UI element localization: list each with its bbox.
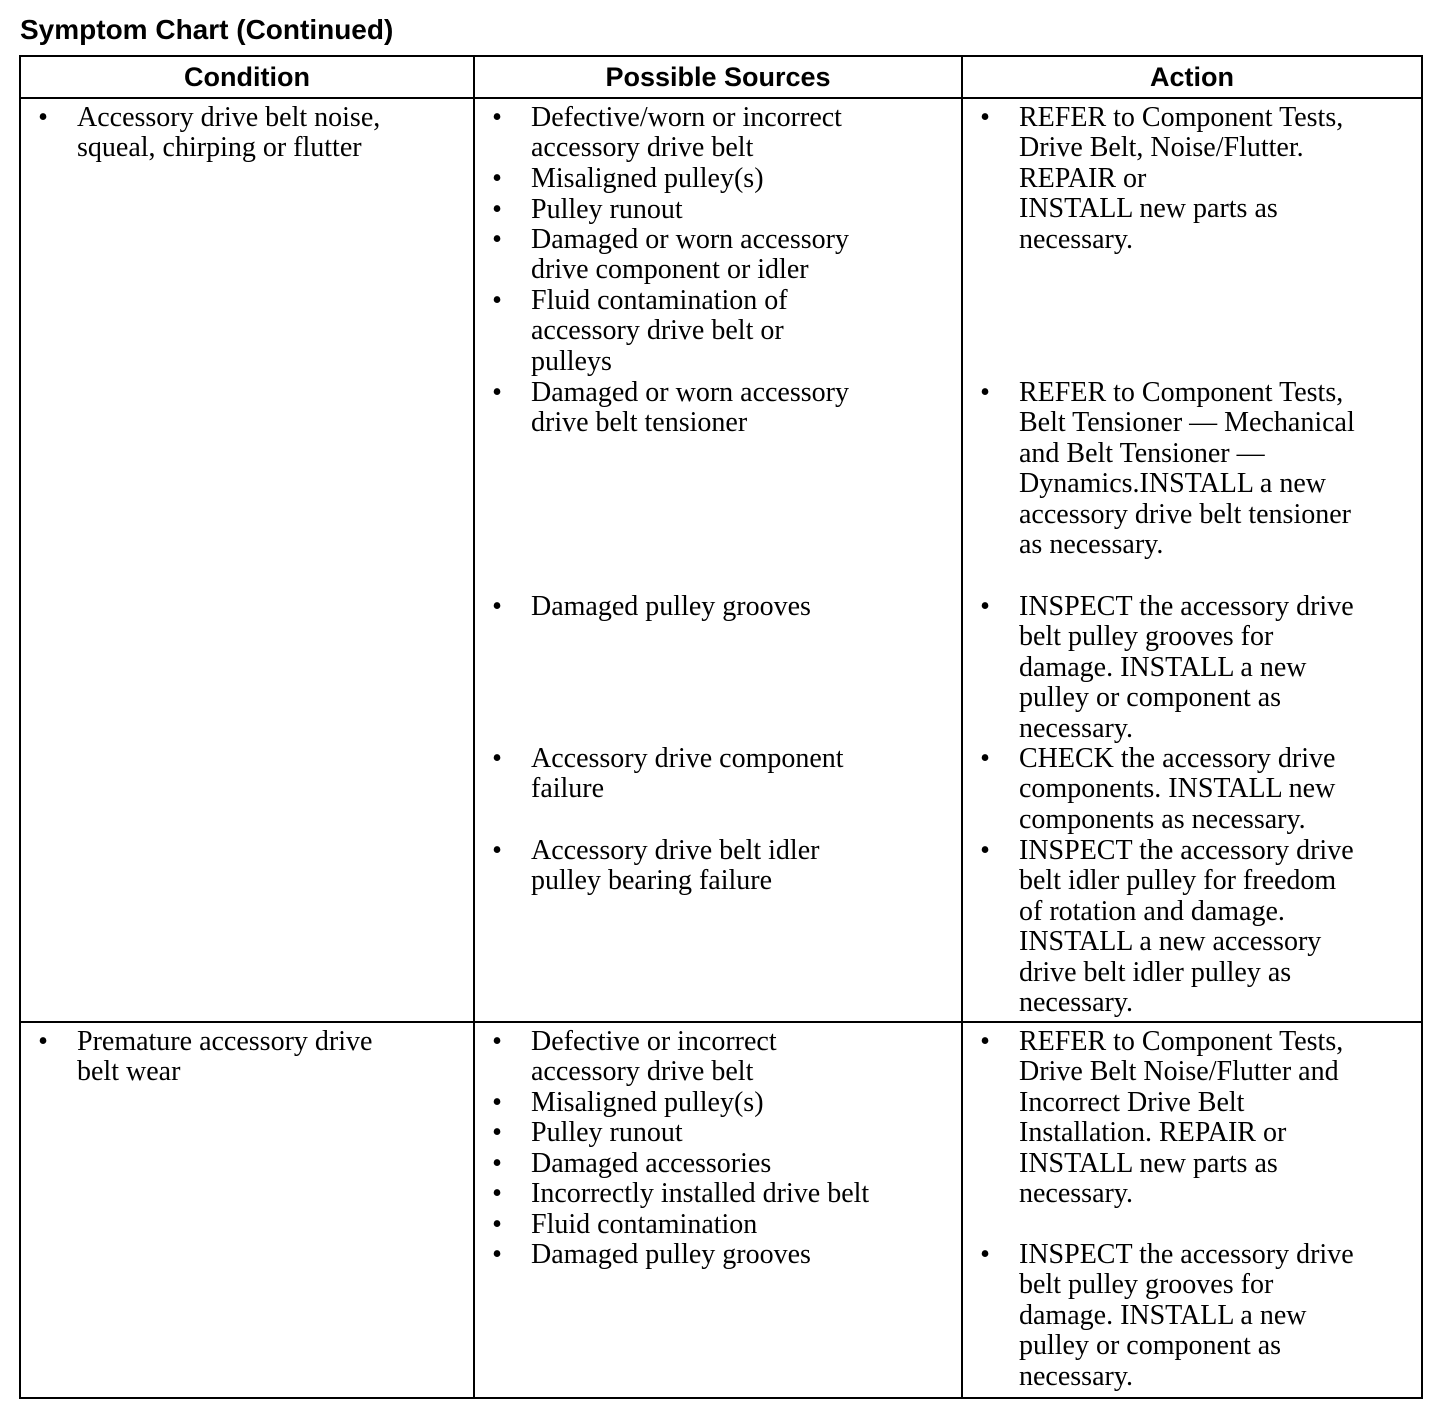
- bullet-icon: •: [492, 285, 502, 316]
- bullet-icon: •: [492, 1026, 502, 1057]
- list-item: [21, 103, 467, 164]
- action-cell: [962, 98, 1422, 1022]
- source-text: Damaged pulley grooves: [531, 591, 811, 622]
- bullet-icon: •: [492, 835, 502, 866]
- table-row: [20, 1022, 1422, 1398]
- bullet-icon: •: [492, 163, 502, 194]
- bullet-icon: •: [980, 1239, 990, 1270]
- source-text: Defective/worn or incorrect accessory drive belt: [531, 102, 842, 164]
- source-text: Damaged or worn accessory drive belt tensioner: [531, 377, 849, 439]
- bullet-icon: •: [980, 835, 990, 866]
- source-text: Damaged pulley grooves: [531, 1239, 811, 1270]
- source-text: Fluid contamination of accessory drive belt or pulleys: [531, 285, 788, 377]
- list-item: [475, 1088, 955, 1118]
- list-item: [21, 1027, 467, 1088]
- bullet-icon: •: [492, 1148, 502, 1179]
- list-item: [475, 164, 955, 194]
- bullet-icon: •: [492, 1087, 502, 1118]
- list-item: [475, 1240, 955, 1270]
- list-item: [963, 592, 1415, 744]
- list-item: [475, 195, 955, 225]
- list-item: [475, 1118, 955, 1148]
- bullet-icon: •: [980, 1026, 990, 1057]
- bullet-icon: •: [980, 591, 990, 622]
- source-text: Damaged accessories: [531, 1148, 772, 1179]
- action-text: REFER to Component Tests, Drive Belt, Noise/Flutter. REPAIR or INSTALL new parts as necessary.: [1019, 102, 1344, 255]
- list-item: [963, 1240, 1415, 1392]
- table-header-row: [20, 56, 1422, 98]
- sources-cell: [474, 1022, 962, 1398]
- condition-text: Premature accessory drive belt wear: [77, 1026, 373, 1088]
- action-text: REFER to Component Tests, Belt Tensioner — Mechanical and Belt Tensioner — Dynamics.INSTALL a new accessory drive belt tensioner as necessary.: [1019, 377, 1355, 561]
- bullet-icon: •: [492, 743, 502, 774]
- bullet-icon: •: [492, 1209, 502, 1240]
- source-text: Pulley runout: [531, 1117, 683, 1148]
- list-item: [475, 1027, 955, 1088]
- list-item: [963, 378, 1415, 560]
- list-item: [963, 103, 1415, 255]
- column-header-action: Action: [962, 56, 1422, 98]
- bullet-icon: •: [492, 591, 502, 622]
- source-text: Incorrectly installed drive belt: [531, 1178, 870, 1209]
- bullet-icon: •: [492, 102, 502, 133]
- list-item: [475, 1210, 955, 1240]
- source-text: Fluid contamination: [531, 1209, 758, 1240]
- column-header-possible-sources: Possible Sources: [474, 56, 962, 98]
- list-item: [475, 592, 955, 622]
- list-item: [963, 1027, 1415, 1209]
- symptom-chart-table: [19, 55, 1423, 1399]
- list-item: [475, 1149, 955, 1179]
- list-item: [475, 286, 955, 377]
- table-row: [20, 98, 1422, 1022]
- action-text: INSPECT the accessory drive belt pulley grooves for damage. INSTALL a new pulley or component as necessary.: [1019, 591, 1354, 744]
- list-item: [475, 225, 955, 286]
- source-text: Accessory drive belt idler pulley bearing failure: [531, 835, 820, 897]
- action-text: CHECK the accessory drive components. INSTALL new components as necessary.: [1019, 743, 1336, 835]
- source-text: Damaged or worn accessory drive component or idler: [531, 224, 849, 286]
- condition-cell: [20, 98, 474, 1022]
- bullet-icon: •: [492, 1178, 502, 1209]
- list-item: [475, 1179, 955, 1209]
- action-cell: [962, 1022, 1422, 1398]
- action-text: INSPECT the accessory drive belt idler pulley for freedom of rotation and damage. INSTALL a new accessory drive belt idler pulley as necessary.: [1019, 835, 1354, 1019]
- list-item: [963, 744, 1415, 835]
- source-text: Defective or incorrect accessory drive belt: [531, 1026, 777, 1088]
- list-item: [963, 836, 1415, 1018]
- action-text: REFER to Component Tests, Drive Belt Noise/Flutter and Incorrect Drive Belt Installation. REPAIR or INSTALL new parts as necessary.: [1019, 1026, 1344, 1210]
- bullet-icon: •: [492, 1117, 502, 1148]
- bullet-icon: •: [980, 102, 990, 133]
- list-item: [475, 103, 955, 164]
- list-item: [475, 378, 955, 439]
- action-text: INSPECT the accessory drive belt pulley grooves for damage. INSTALL a new pulley or component as necessary.: [1019, 1239, 1354, 1392]
- bullet-icon: •: [980, 377, 990, 408]
- condition-text: Accessory drive belt noise, squeal, chirping or flutter: [77, 102, 381, 164]
- bullet-icon: •: [492, 1239, 502, 1270]
- bullet-icon: •: [492, 224, 502, 255]
- source-text: Misaligned pulley(s): [531, 163, 764, 194]
- list-item: [475, 836, 955, 897]
- condition-cell: [20, 1022, 474, 1398]
- bullet-icon: •: [492, 194, 502, 225]
- list-item: [475, 744, 955, 805]
- page-title: Symptom Chart (Continued): [20, 14, 394, 45]
- bullet-icon: •: [980, 743, 990, 774]
- column-header-condition: Condition: [20, 56, 474, 98]
- sources-cell: [474, 98, 962, 1022]
- source-text: Accessory drive component failure: [531, 743, 844, 805]
- bullet-icon: •: [492, 377, 502, 408]
- bullet-icon: •: [38, 1026, 48, 1057]
- source-text: Pulley runout: [531, 194, 683, 225]
- bullet-icon: •: [38, 102, 48, 133]
- source-text: Misaligned pulley(s): [531, 1087, 764, 1118]
